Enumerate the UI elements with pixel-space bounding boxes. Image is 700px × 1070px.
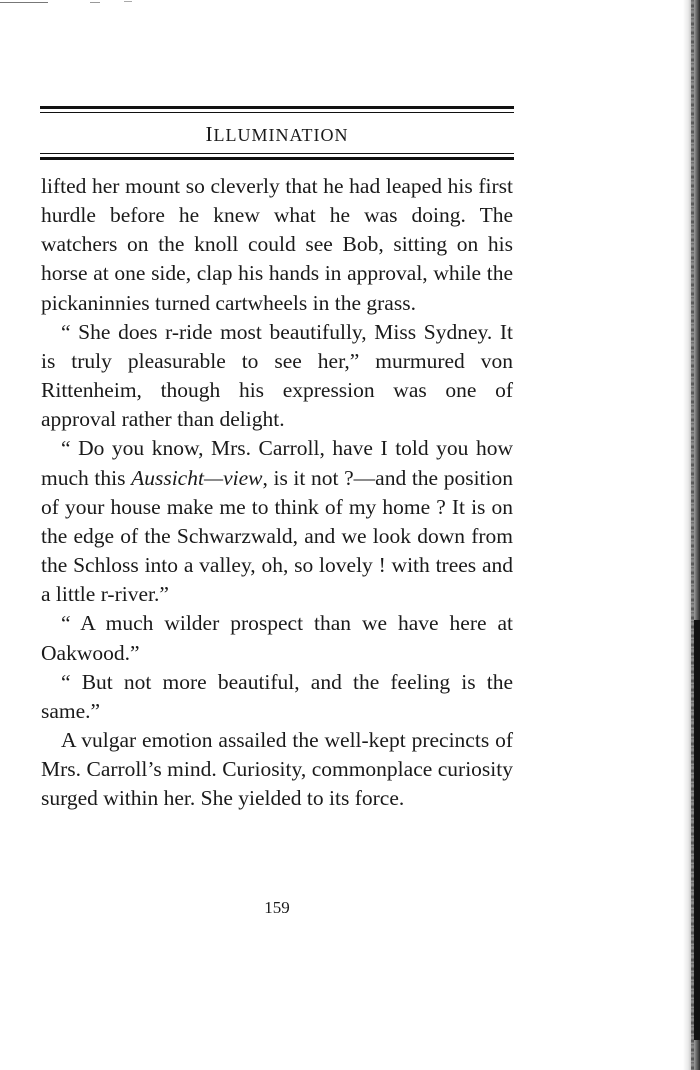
paragraph	[41, 668, 513, 726]
book-binding-edge	[683, 0, 700, 1070]
scan-mark	[0, 2, 48, 3]
page-number: 159	[264, 898, 290, 917]
header-rule-top	[40, 106, 514, 115]
paragraph	[41, 434, 513, 609]
scan-mark	[90, 2, 100, 3]
running-head-initial: I	[205, 122, 214, 146]
scan-mark	[124, 1, 132, 2]
header-rule-bottom	[40, 153, 514, 161]
running-head	[40, 122, 514, 147]
paragraph-text: “ Do you know, Mrs. Carroll, have I told you how much this	[41, 436, 513, 490]
paragraph	[41, 726, 513, 813]
paragraph-text: “ A much wilder prospect than we have here at Oakwood.”	[41, 611, 513, 665]
paragraph	[41, 172, 513, 318]
paragraph-text: “ She does r-ride most beautifully, Miss Sydney. It is truly pleasurable to see her,” murmured von Rittenheim, though his expression was one of approval rather than delight.	[41, 319, 513, 432]
italic-phrase: Aussicht—view	[131, 465, 263, 490]
scan-marks	[0, 0, 140, 6]
binding-shadow	[694, 620, 700, 1040]
paragraph-text: “ But not more beautiful, and the feeling is the same.”	[41, 669, 513, 723]
body-text	[41, 172, 513, 813]
paragraph-text: A vulgar emotion assailed the well-kept precincts of Mrs. Carroll’s mind. Curiosity, commonplace curiosity surged within her. She yielded to its force.	[41, 727, 513, 811]
paragraph-text: , is it not ?—and the position of your house make me to think of my home ? It is on the edge of the Schwarzwald, and we look down from the Schloss into a valley, oh, so lovely ! with trees and a little r-river.”	[41, 465, 513, 607]
paragraph-text: lifted her mount so cleverly that he had leaped his first hurdle before he knew what he was doing. The watchers on the knoll could see Bob, sitting on his horse at one side, clap his hands in approval, while the pickaninnies turned cartwheels in the grass.	[41, 174, 513, 315]
running-head-rest: LLUMINATION	[213, 125, 349, 145]
paragraph	[41, 609, 513, 667]
paragraph	[41, 318, 513, 435]
